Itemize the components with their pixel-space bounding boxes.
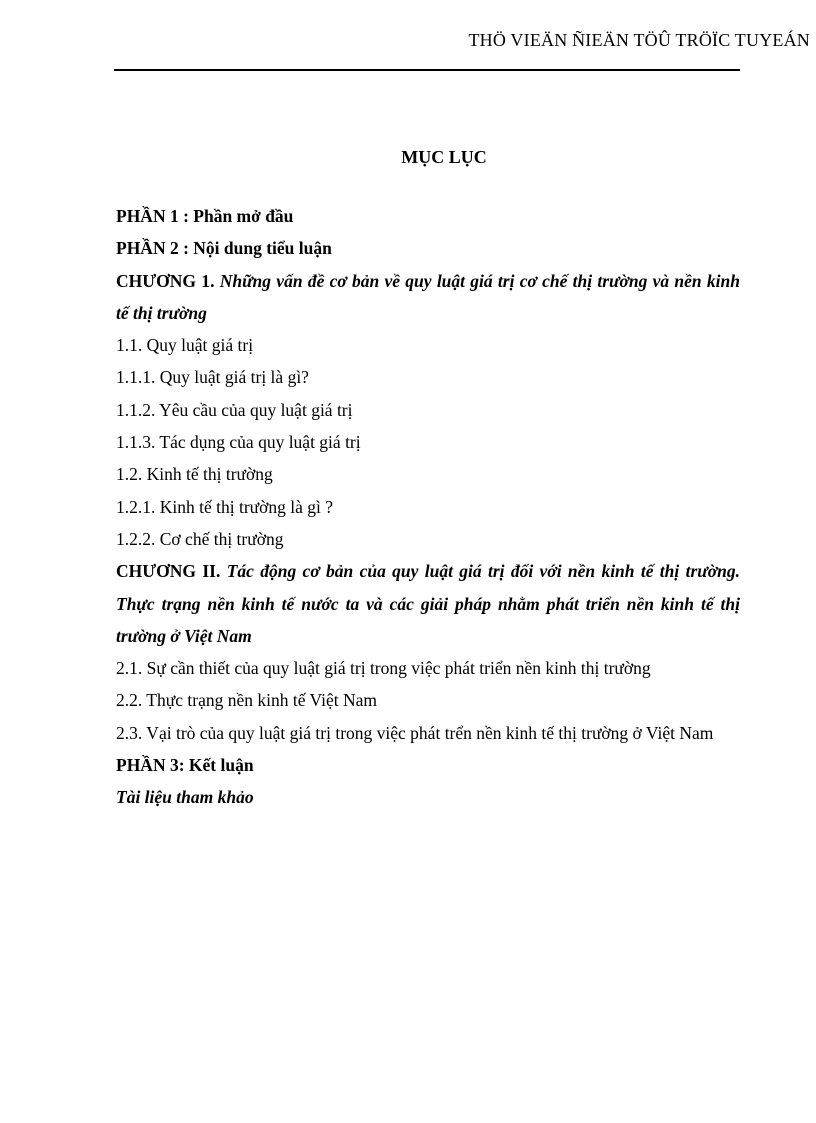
- chapter-1-label: CHƯƠNG 1: [116, 270, 211, 291]
- chapter-2-label: CHƯƠNG II.: [116, 561, 221, 582]
- toc-chapter-1: CHƯƠNG 1. Những vấn đề cơ bản về quy luật giá trị cơ chế thị trường và nền kinh tế thị trường: [116, 270, 741, 323]
- toc-part-2: PHẦN 2 : Nội dung tiểu luận: [116, 238, 332, 259]
- toc-item: 2.3. Vại trò của quy luật giá trị trong việc phát trển nền kinh tế thị trường ở Việt Nam: [116, 722, 714, 743]
- page-header: THÖ VIEÄN ÑIEÄN TÖÛ TRÖÏC TUYEÁN: [468, 30, 810, 50]
- toc-item: 1.1. Quy luật giá trị: [116, 335, 254, 356]
- chapter-2-title: Tác động cơ bản của quy luật giá trị đối với nền kinh tế thị trường. Thực trạng nền kinh tế nước ta và các giải pháp nhằm phát triển nền kinh tế thị trường ở Việt Nam: [116, 561, 740, 646]
- toc-item: 1.2. Kinh tế thị trường: [116, 464, 273, 485]
- chapter-1-title: Những vấn đề cơ bản về quy luật giá trị cơ chế thị trường và nền kinh tế thị trường: [116, 270, 741, 323]
- toc-part-1: PHẦN 1 : Phần mở đầu: [116, 206, 294, 226]
- toc-chapter-2: [116, 555, 740, 652]
- toc-item: 2.2. Thực trạng nền kinh tế Việt Nam: [116, 690, 377, 711]
- toc-item: 1.1.3. Tác dụng của quy luật giá trị: [116, 432, 361, 453]
- toc-item: 1.1.2. Yêu cầu của quy luật giá trị: [116, 399, 353, 420]
- toc-item: 1.2.1. Kinh tế thị trường là gì ?: [116, 496, 334, 517]
- toc-title: MỤC LỤC: [401, 147, 487, 167]
- table-of-contents: [116, 140, 740, 814]
- toc-item: 1.2.2. Cơ chế thị trường: [116, 528, 284, 549]
- toc-references: Tài liệu tham khảo: [116, 787, 254, 808]
- toc-item: 2.1. Sự cần thiết của quy luật giá trị trong việc phát triển nền kinh thị trường: [116, 658, 651, 679]
- toc-item: 1.1.1. Quy luật giá trị là gì?: [116, 367, 309, 388]
- header-divider: [114, 69, 740, 71]
- toc-part-3: PHẦN 3: Kết luận: [116, 755, 254, 776]
